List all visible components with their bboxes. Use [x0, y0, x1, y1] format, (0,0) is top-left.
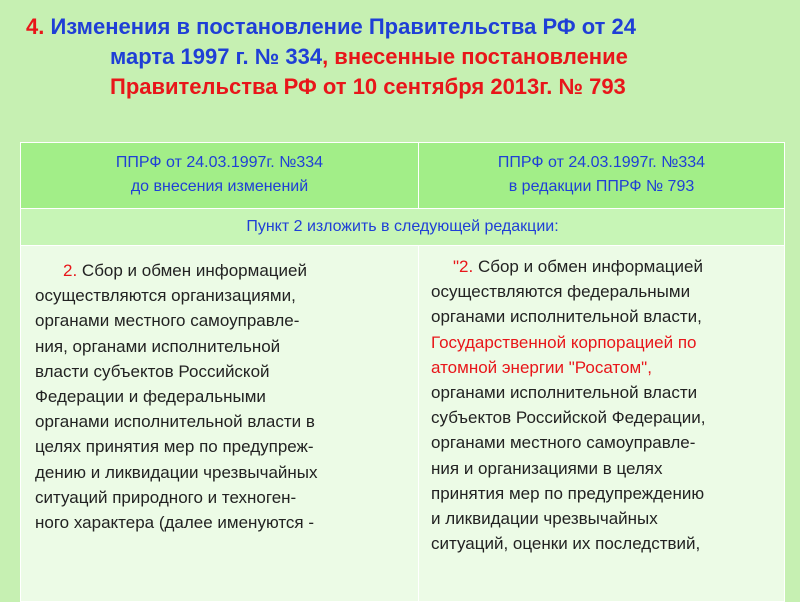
left-line-8: дению и ликвидации чрезвычайных [35, 462, 318, 482]
instruction-row [21, 209, 785, 246]
header-left [21, 143, 419, 209]
title-text-2: марта 1997 г. № 334 [110, 44, 323, 69]
left-line-0 [35, 258, 408, 283]
right-line-4: атомной энергии "Росатом", [431, 357, 652, 377]
left-line-1: осуществляются организациями, [35, 286, 296, 306]
comparison-table [20, 142, 785, 602]
table-header-row [21, 143, 785, 209]
right-line-7: органами местного самоуправле- [431, 433, 696, 453]
right-line-9: принятия мер по предупреждению [431, 483, 705, 503]
title-number: 4. [26, 14, 45, 39]
right-cell [419, 246, 785, 602]
title-line-3: Правительства РФ от 10 сентября 2013г. № 793 [110, 74, 626, 99]
left-line-4: власти субъектов Российской [35, 361, 270, 381]
right-line-5: органами исполнительной власти [431, 383, 698, 403]
right-num: "2. [453, 257, 474, 276]
right-line-2: органами исполнительной власти, [431, 307, 702, 327]
right-line-3: Государственной корпорацией по [431, 332, 697, 352]
title-line-2 [20, 42, 780, 72]
header-right-line-2: в редакции ППРФ № 793 [508, 178, 695, 195]
right-line-10: и ликвидации чрезвычайных [431, 509, 658, 529]
right-line-0-text: Сбор и обмен информацией [473, 257, 703, 276]
left-line-7: целях принятия мер по предупреж- [35, 437, 314, 457]
left-line-6: органами исполнительной власти в [35, 412, 315, 432]
right-line-6: субъектов Российской Федерации, [431, 408, 706, 428]
left-num: 2. [63, 261, 78, 280]
header-right-line-1: ППРФ от 24.03.1997г. №334 [497, 154, 706, 171]
slide-title [20, 12, 780, 102]
left-line-5: Федерации и федеральными [35, 387, 266, 407]
table-body-row [21, 246, 785, 602]
title-line-1 [20, 12, 780, 42]
right-line-11: ситуаций, оценки их последствий, [431, 534, 701, 554]
left-line-9: ситуаций природного и техноген- [35, 487, 297, 507]
right-line-0 [431, 254, 776, 279]
left-line-3: ния, органами исполнительной [35, 336, 281, 356]
left-cell [21, 246, 419, 602]
left-line-2: органами местного самоуправле- [35, 311, 300, 331]
title-text-2-red: , внесенные постановление [322, 44, 628, 69]
header-right [419, 143, 785, 209]
right-line-1: осуществляются федеральными [431, 282, 691, 302]
left-line-10: ного характера (далее именуются - [35, 513, 315, 533]
title-text-1: Изменения в постановление Правительства РФ от 24 [50, 14, 636, 39]
right-line-8: ния и организациями в целях [431, 458, 663, 478]
header-left-line-1: ППРФ от 24.03.1997г. №334 [115, 154, 324, 171]
header-left-line-2: до внесения изменений [130, 178, 309, 195]
instruction-text: Пункт 2 изложить в следующей редакции: [21, 209, 785, 246]
left-line-0-text: Сбор и обмен информацией [77, 261, 307, 280]
